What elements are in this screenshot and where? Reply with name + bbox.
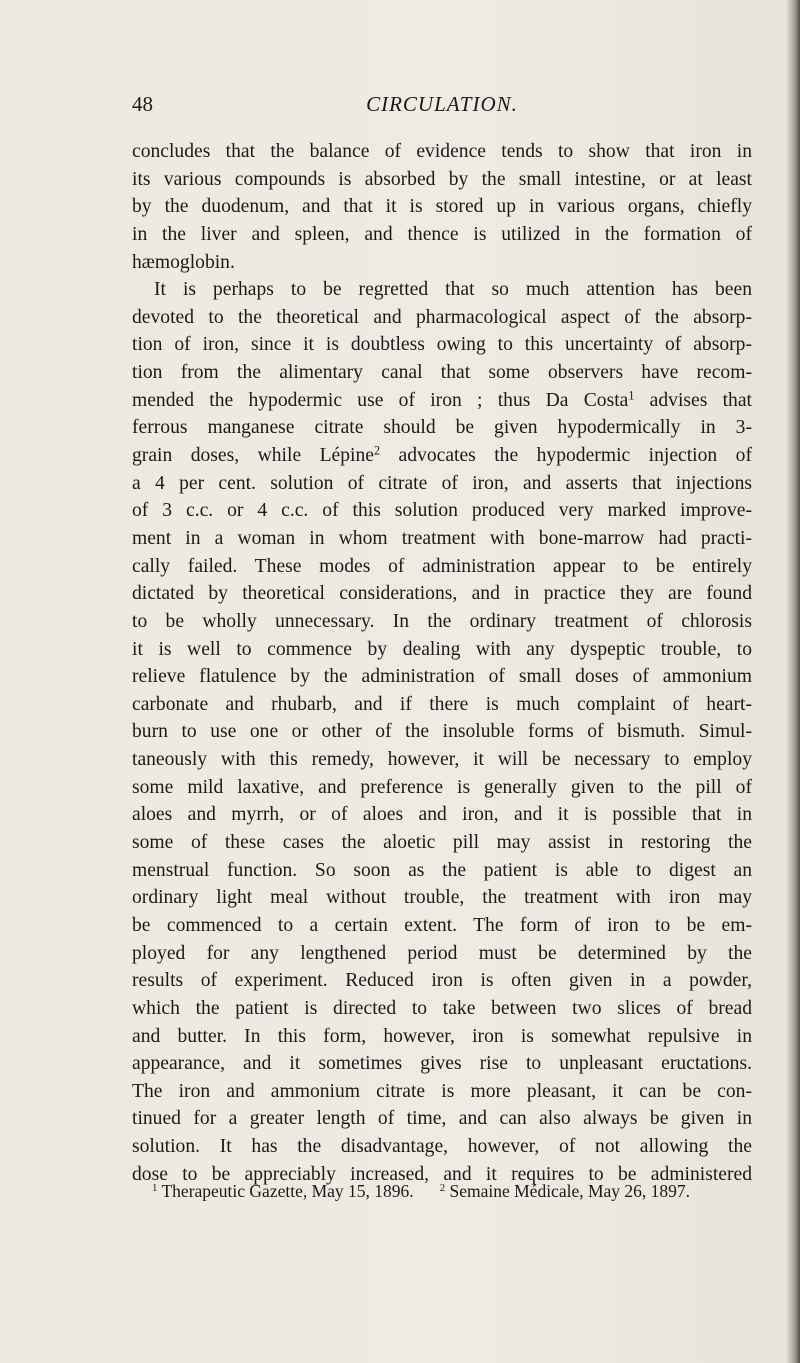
text-line: [132, 221, 752, 249]
text-line: [132, 801, 752, 829]
line-text: to be wholly unnecessary. In the ordinary treatment of chlorosis: [132, 610, 752, 632]
line-text: devoted to the theoretical and pharmacological aspect of the absorp-: [132, 306, 752, 328]
line-text: its various compounds is absorbed by the small intestine, or at least: [132, 168, 752, 190]
line-text: concludes that the balance of evidence tends to show that iron in: [132, 141, 752, 162]
line-text: and butter. In this form, however, iron is somewhat repulsive in: [132, 1025, 752, 1047]
footnote: [152, 1181, 414, 1202]
footnote-marker: 2: [374, 443, 381, 458]
text-line: [132, 359, 752, 387]
text-line: [132, 1023, 752, 1051]
line-text: appearance, and it sometimes gives rise to unpleasant eructations.: [132, 1053, 752, 1075]
line-text: ferrous manganese citrate should be given hypodermically in 3-: [132, 417, 752, 439]
line-text: aloes and myrrh, or of aloes and iron, and it is possible that in: [132, 804, 752, 826]
line-text: tinued for a greater length of time, and can also always be given in: [132, 1108, 752, 1130]
line-text: taneously with this remedy, however, it will be necessary to employ: [132, 749, 752, 771]
line-text: relieve flatulence by the administration of small doses of ammonium: [132, 666, 752, 688]
text-line: [132, 995, 752, 1023]
text-line: [132, 829, 752, 857]
text-line: [132, 608, 752, 636]
text-line: [132, 1078, 752, 1106]
text-line: [132, 414, 752, 442]
line-text: a 4 per cent. solution of citrate of iron, and asserts that injections: [132, 472, 752, 494]
text-line: [132, 331, 752, 359]
text-line: [132, 1050, 752, 1078]
footnote-number: 1: [152, 1182, 158, 1195]
line-text: some of these cases the aloetic pill may assist in restoring the: [132, 832, 752, 854]
text-line: [132, 774, 752, 802]
line-text: mended the hypodermic use of iron ; thus Da Costa: [132, 389, 629, 411]
line-text: ment in a woman in whom treatment with bone-marrow had practi-: [132, 527, 752, 549]
footnote-text: Semaine Médicale, May 26, 1897.: [445, 1181, 691, 1201]
page-edge-shadow: [786, 0, 800, 1363]
line-text-continued: advocates the hypodermic injection of: [380, 445, 752, 467]
text-line: [132, 580, 752, 608]
text-line: [132, 1105, 752, 1133]
text-line: [132, 1133, 752, 1161]
text-line: [132, 470, 752, 498]
text-line: [132, 967, 752, 995]
text-line: [132, 249, 752, 277]
line-text: some mild laxative, and preference is generally given to the pill of: [132, 776, 752, 798]
text-line: [132, 166, 752, 194]
line-text: burn to use one or other of the insoluble forms of bismuth. Simul-: [132, 721, 752, 743]
line-text: solution. It has the disadvantage, however, of not allowing the: [132, 1136, 752, 1158]
line-text: ordinary light meal without trouble, the treatment with iron may: [132, 887, 752, 909]
line-text-continued: advises that: [634, 389, 752, 411]
text-line: [132, 387, 752, 415]
text-line: [132, 663, 752, 691]
line-text: ployed for any lengthened period must be determined by the: [132, 942, 752, 964]
footnote-number: 2: [439, 1182, 446, 1195]
line-text: tion of iron, since it is doubtless owing to this uncertainty of absorp-: [132, 334, 752, 356]
line-text: of 3 c.c. or 4 c.c. of this solution produced very marked improve-: [132, 500, 752, 522]
text-line: [132, 304, 752, 332]
footnote: [440, 1181, 690, 1202]
text-line: [132, 193, 752, 221]
text-line: [132, 525, 752, 553]
text-line: [132, 940, 752, 968]
text-line: [132, 138, 752, 166]
line-text: hæmoglobin.: [132, 251, 235, 273]
page-number: 48: [132, 92, 153, 116]
page-header: [132, 92, 752, 122]
text-line: [132, 857, 752, 885]
line-text: tion from the alimentary canal that some observers have recom-: [132, 362, 752, 384]
text-line: [132, 691, 752, 719]
line-text: which the patient is directed to take between two slices of bread: [132, 997, 752, 1019]
line-text: carbonate and rhubarb, and if there is much complaint of heart-: [132, 693, 752, 715]
line-text: The iron and ammonium citrate is more pleasant, it can be con-: [132, 1080, 752, 1102]
line-text: menstrual function. So soon as the patient is able to digest an: [132, 859, 752, 881]
line-text: dose to be appreciably increased, and it requires to be administered: [132, 1163, 752, 1185]
text-line: [132, 497, 752, 525]
text-line: [132, 912, 752, 940]
line-text: cally failed. These modes of administration appear to be entirely: [132, 555, 752, 577]
running-title: CIRCULATION.: [366, 92, 518, 116]
line-text: be commenced to a certain extent. The form of iron to be em-: [132, 914, 752, 936]
text-line: [132, 553, 752, 581]
line-text: dictated by theoretical considerations, and in practice they are found: [132, 583, 752, 605]
line-text: by the duodenum, and that it is stored up in various organs, chiefly: [132, 196, 752, 218]
line-text: grain doses, while Lépine: [132, 445, 374, 467]
text-line: [132, 718, 752, 746]
text-line: [132, 636, 752, 664]
footnotes: [152, 1181, 752, 1202]
footnote-marker: 1: [628, 388, 635, 403]
footnote-text: Therapeutic Gazette, May 15, 1896.: [157, 1181, 414, 1201]
line-text: results of experiment. Reduced iron is often given in a powder,: [132, 970, 752, 992]
text-line: [132, 884, 752, 912]
text-line: [132, 276, 752, 304]
body-text: [132, 138, 752, 1188]
text-line: [132, 746, 752, 774]
line-text: it is well to commence by dealing with any dyspeptic trouble, to: [132, 638, 752, 660]
text-line: [132, 442, 752, 470]
line-text: in the liver and spleen, and thence is utilized in the formation of: [132, 223, 752, 245]
line-text: It is perhaps to be regretted that so much attention has been: [154, 279, 752, 301]
